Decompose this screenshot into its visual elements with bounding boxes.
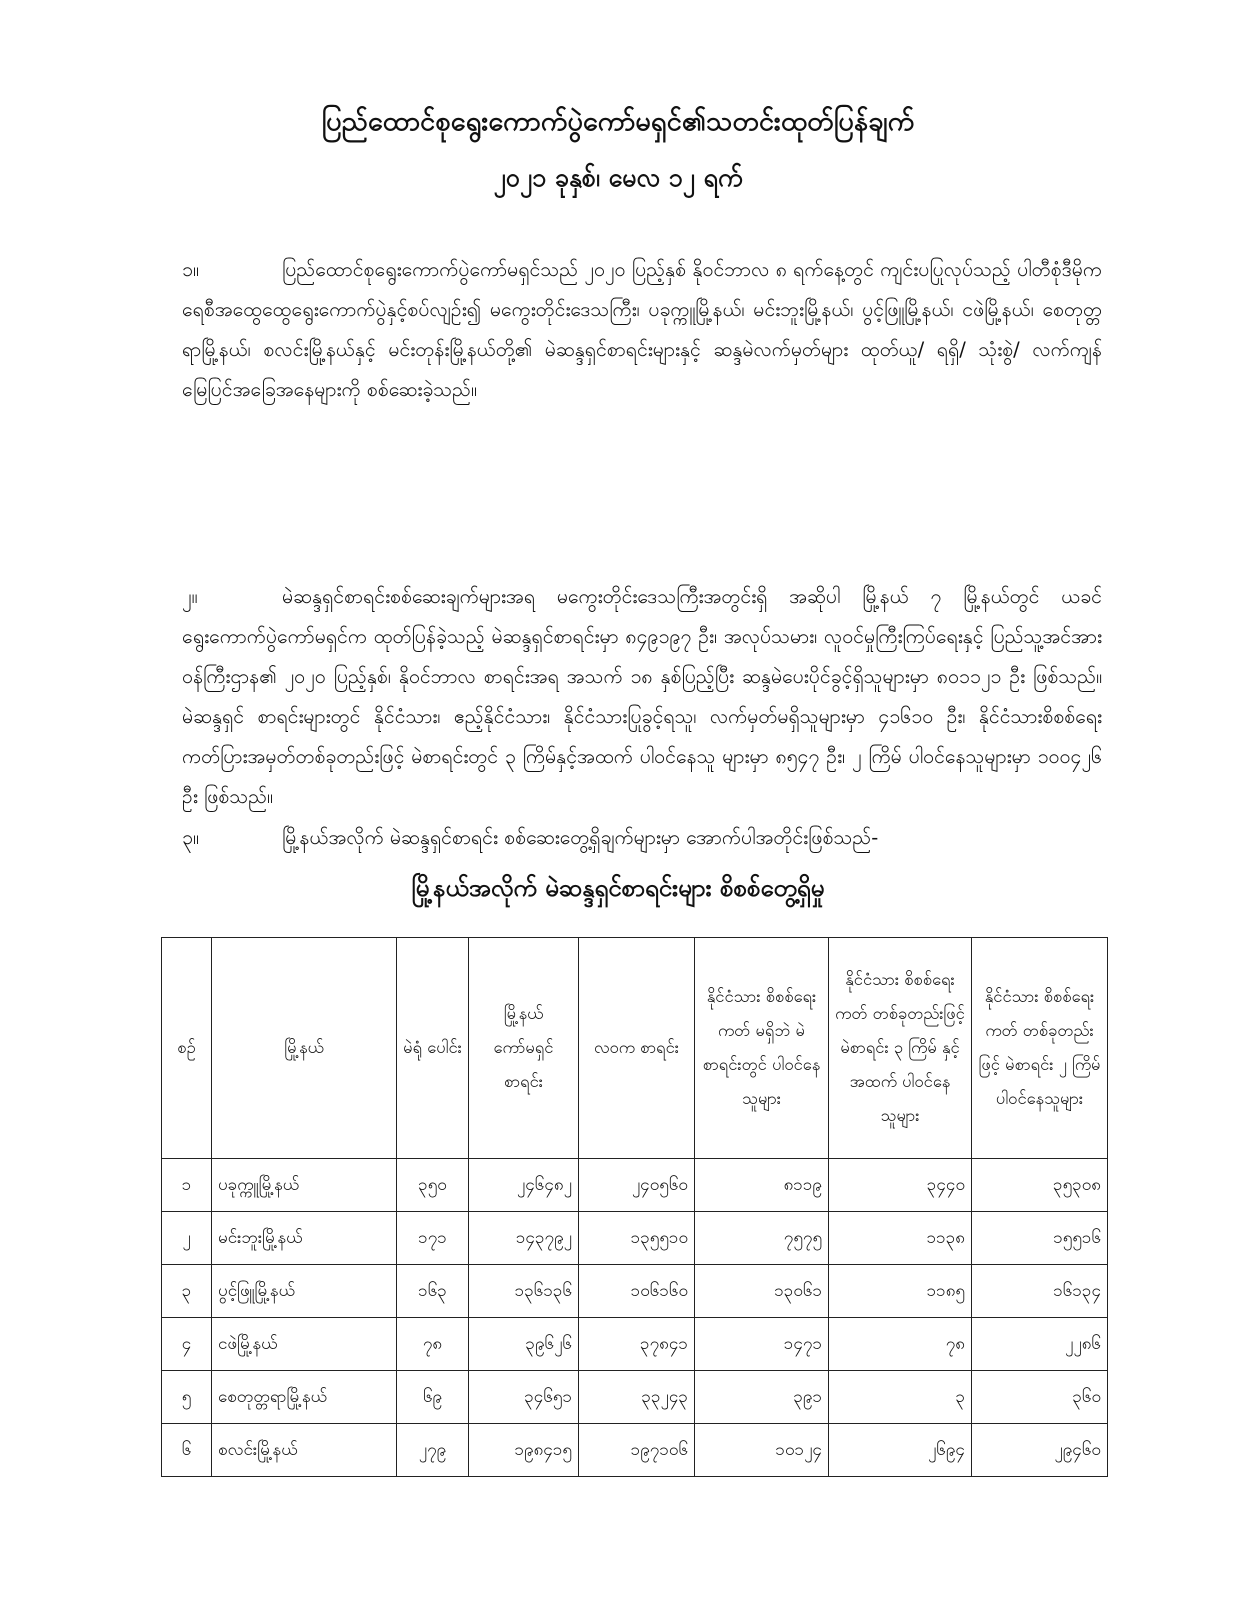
cell-polling-stations: ၁၆၃: [397, 1265, 469, 1318]
cell-three-or-more: ၂၆၉၄: [829, 1424, 972, 1477]
paragraph-2: [182, 577, 1102, 817]
paragraph-3: [182, 818, 1102, 858]
table-row: [162, 1318, 1108, 1371]
voter-list-table: [161, 937, 1108, 1477]
cell-commission-list: ၁၃၆၁၃၆: [469, 1265, 579, 1318]
header-serial: စဉ်: [162, 938, 212, 1159]
cell-immigration-list: ၁၉၇၁၀၆: [579, 1424, 695, 1477]
cell-serial: ၁: [162, 1159, 212, 1212]
cell-polling-stations: ၆၉: [397, 1371, 469, 1424]
header-immigration-list: လဝက စာရင်း: [579, 938, 695, 1159]
cell-polling-stations: ၇၈: [397, 1318, 469, 1371]
cell-immigration-list: ၃၇၈၄၁: [579, 1318, 695, 1371]
cell-immigration-list: ၁၃၅၅၁၀: [579, 1212, 695, 1265]
cell-three-or-more: ၁၁၃၈: [829, 1212, 972, 1265]
header-township: မြို့နယ်: [212, 938, 397, 1159]
paragraph-number: ၂။: [182, 585, 198, 608]
cell-immigration-list: ၃၃၂၄၃: [579, 1371, 695, 1424]
table-row: [162, 1371, 1108, 1424]
cell-immigration-list: ၁၀၆၁၆၀: [579, 1265, 695, 1318]
cell-three-or-more: ၁၁၈၅: [829, 1265, 972, 1318]
cell-township: စေတုတ္တရာမြို့နယ်: [212, 1371, 397, 1424]
table-row: [162, 1212, 1108, 1265]
cell-immigration-list: ၂၄၀၅၆၀: [579, 1159, 695, 1212]
cell-commission-list: ၃၉၆၂၆: [469, 1318, 579, 1371]
header-three-or-more: နိုင်ငံသား စိစစ်ရေးကတ် တစ်ခုတည်းဖြင့် မဲစာရင်း ၃ ကြိမ် နှင့်အထက် ပါဝင်နေသူများ: [829, 938, 972, 1159]
cell-two-times: ၂၉၄၆၀: [972, 1424, 1108, 1477]
paragraph-text: မဲဆန္ဒရှင်စာရင်းစစ်ဆေးချက်များအရ မကွေးတိုင်းဒေသကြီးအတွင်းရှိ အဆိုပါ မြို့နယ် ၇ မြို့နယ်တွင် ယခင် ရွေးကောက်ပွဲကော်မရှင်က ထုတ်ပြန်ခဲ့သည့် မဲဆန္ဒရှင်စာရင်းမှာ ၈၄၉၁၉၇ ဦး၊ အလုပ်သမား၊ လူဝင်မှုကြီးကြပ်ရေးနှင့် ပြည်သူ့အင်အားဝန်ကြီးဌာန၏ ၂၀၂၀ ပြည့်နှစ်၊ နိုဝင်ဘာလ စာရင်းအရ အသက် ၁၈ နှစ်ပြည့်ပြီး ဆန္ဒမဲပေးပိုင်ခွင့်ရှိသူများမှာ ၈၀၁၁၂၁ ဦး ဖြစ်သည်။ မဲဆန္ဒရှင် စာရင်းများတွင် နိုင်ငံသား၊ ဧည့်နိုင်ငံသား၊ နိုင်ငံသားပြုခွင့်ရသူ၊ လက်မှတ်မရှိသူများမှာ ၄၁၆၁၀ ဦး၊ နိုင်ငံသားစိစစ်ရေးကတ်ပြားအမှတ်တစ်ခုတည်းဖြင့် မဲစာရင်းတွင် ၃ ကြိမ်နှင့်အထက် ပါဝင်နေသူ များမှာ ၈၅၄၇ ဦး၊ ၂ ကြိမ် ပါဝင်နေသူများမှာ ၁၀၀၄၂၆ ဦး ဖြစ်သည်။: [182, 585, 1102, 808]
cell-three-or-more: ၃: [829, 1371, 972, 1424]
cell-polling-stations: ၃၅၀: [397, 1159, 469, 1212]
table-title: မြို့နယ်အလိုက် မဲဆန္ဒရှင်စာရင်းများ စိစစ်တွေ့ရှိမှု: [411, 874, 825, 902]
header-no-id-card: နိုင်ငံသား စိစစ်ရေးကတ် မရှိဘဲ မဲစာရင်းတွင် ပါဝင်နေသူများ: [695, 938, 829, 1159]
header-polling-stations: မဲရုံ ပေါင်း: [397, 938, 469, 1159]
cell-two-times: ၁၅၅၁၆: [972, 1212, 1108, 1265]
cell-township: ငဖဲမြို့နယ်: [212, 1318, 397, 1371]
cell-two-times: ၃၅၃၀၈: [972, 1159, 1108, 1212]
paragraph-1: [182, 250, 1102, 410]
cell-two-times: ၃၆၀: [972, 1371, 1108, 1424]
cell-polling-stations: ၁၇၁: [397, 1212, 469, 1265]
cell-polling-stations: ၂၇၉: [397, 1424, 469, 1477]
cell-three-or-more: ၃၄၄၀: [829, 1159, 972, 1212]
cell-no-id-card: ၈၁၁၉: [695, 1159, 829, 1212]
cell-no-id-card: ၁၃၀၆၁: [695, 1265, 829, 1318]
cell-commission-list: ၁၉၈၄၁၅: [469, 1424, 579, 1477]
table-row: [162, 1265, 1108, 1318]
cell-township: ပခုက္ကူမြို့နယ်: [212, 1159, 397, 1212]
cell-township: စလင်းမြို့နယ်: [212, 1424, 397, 1477]
table-row: [162, 1424, 1108, 1477]
cell-no-id-card: ၁၀၁၂၄: [695, 1424, 829, 1477]
document-date: ၂၀၂၁ ခုနှစ်၊ မေလ ၁၂ ရက်: [493, 163, 743, 192]
document-title: ပြည်ထောင်စုရွေးကောက်ပွဲကော်မရှင်၏သတင်းထုတ်ပြန်ချက်: [321, 106, 915, 137]
cell-commission-list: ၃၄၆၅၁: [469, 1371, 579, 1424]
cell-commission-list: ၁၄၃၇၉၂: [469, 1212, 579, 1265]
cell-no-id-card: ၁၄၇၁: [695, 1318, 829, 1371]
table-header-row: [162, 938, 1108, 1159]
cell-serial: ၂: [162, 1212, 212, 1265]
header-commission-list: မြို့နယ် ကော်မရှင် စာရင်း: [469, 938, 579, 1159]
cell-no-id-card: ၃၉၁: [695, 1371, 829, 1424]
paragraph-text: ပြည်ထောင်စုရွေးကောက်ပွဲကော်မရှင်သည် ၂၀၂၀ ပြည့်နှစ် နိုဝင်ဘာလ ၈ ရက်နေ့တွင် ကျင်းပပြုလုပ်သည့် ပါတီစုံဒီမိုကရေစီအထွေထွေရွေးကောက်ပွဲနှင့်စပ်လျဉ်း၍ မကွေးတိုင်းဒေသကြီး၊ ပခုက္ကူမြို့နယ်၊ မင်းဘူးမြို့နယ်၊ ပွင့်ဖြူမြို့နယ်၊ ငဖဲမြို့နယ်၊ စေတုတ္တရာမြို့နယ်၊ စလင်းမြို့နယ်နှင့် မင်းတုန်းမြို့နယ်တို့၏ မဲဆန္ဒရှင်စာရင်းများနှင့် ဆန္ဒမဲလက်မှတ်များ ထုတ်ယူ/ ရရှိ/ သုံးစွဲ/ လက်ကျန် မြေပြင်အခြေအနေများကို စစ်ဆေးခဲ့သည်။: [182, 258, 1102, 401]
cell-no-id-card: ၇၅၇၅: [695, 1212, 829, 1265]
cell-commission-list: ၂၄၆၄၈၂: [469, 1159, 579, 1212]
paragraph-number: ၃။: [182, 826, 199, 849]
cell-two-times: ၂၂၈၆: [972, 1318, 1108, 1371]
cell-township: ပွင့်ဖြူမြို့နယ်: [212, 1265, 397, 1318]
cell-serial: ၅: [162, 1371, 212, 1424]
cell-serial: ၆: [162, 1424, 212, 1477]
header-two-times: နိုင်ငံသား စိစစ်ရေးကတ် တစ်ခုတည်းဖြင့် မဲစာရင်း ၂ ကြိမ် ပါဝင်နေသူများ: [972, 938, 1108, 1159]
cell-serial: ၃: [162, 1265, 212, 1318]
cell-two-times: ၁၆၁၃၄: [972, 1265, 1108, 1318]
cell-serial: ၄: [162, 1318, 212, 1371]
table-row: [162, 1159, 1108, 1212]
cell-township: မင်းဘူးမြို့နယ်: [212, 1212, 397, 1265]
paragraph-text: မြို့နယ်အလိုက် မဲဆန္ဒရှင်စာရင်း စစ်ဆေးတွေ့ရှိချက်များမှာ အောက်ပါအတိုင်းဖြစ်သည်-: [282, 826, 879, 849]
cell-three-or-more: ၇၈: [829, 1318, 972, 1371]
paragraph-number: ၁။: [182, 258, 199, 281]
